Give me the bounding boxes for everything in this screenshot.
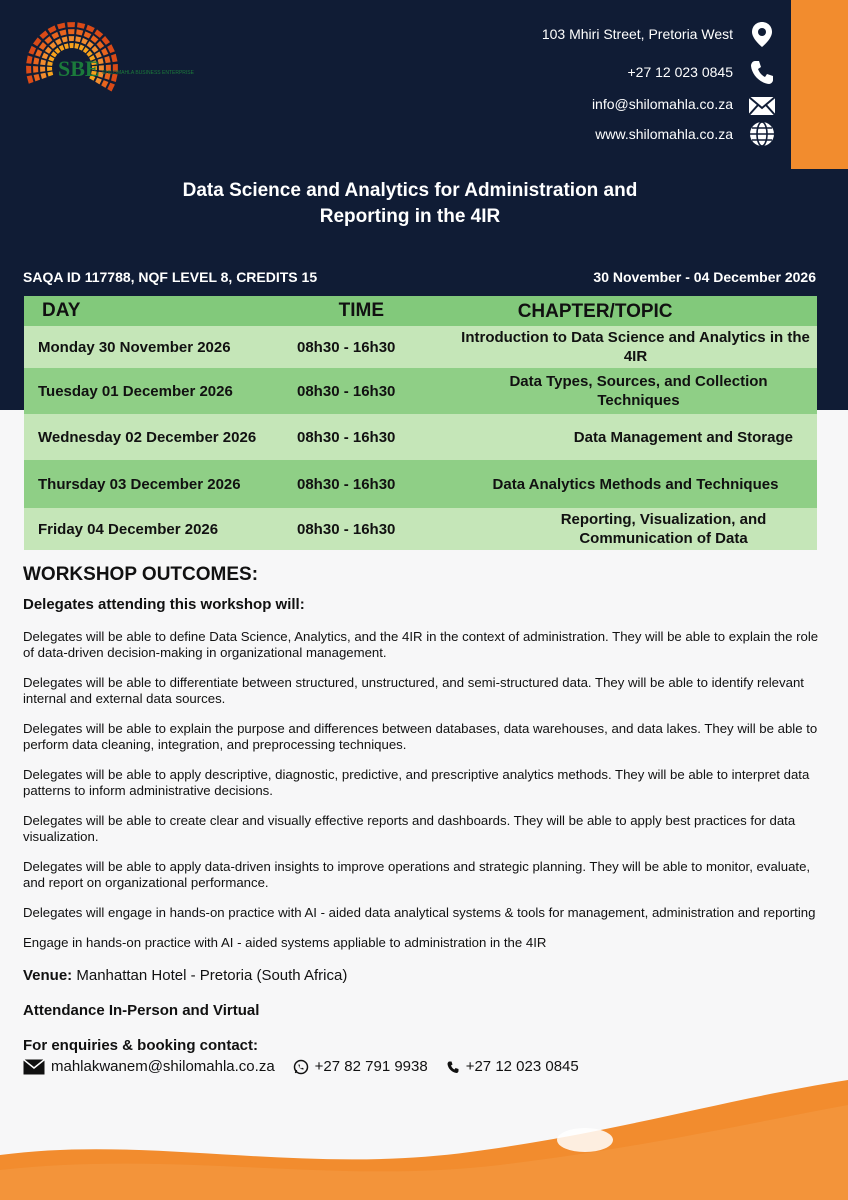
schedule-header (24, 296, 817, 326)
row-topic: Data Analytics Methods and Techniques (492, 475, 779, 493)
row-day: Thursday 03 December 2026 (38, 475, 241, 493)
course-dates: 30 November - 04 December 2026 (593, 269, 816, 285)
mail-icon (23, 1059, 45, 1075)
row-time: 08h30 - 16h30 (297, 475, 396, 493)
header-day: DAY (42, 300, 81, 321)
main-content (23, 560, 823, 1075)
outcome-item: Delegates will be able to apply data-driven insights to improve operations and strategic planning. They will be able to monitor, evaluate, and report on organizational performance. (23, 859, 811, 890)
enquiry-phone[interactable] (446, 1058, 579, 1075)
outcome-item: Delegates will be able to explain the purpose and differences between databases, data warehouses, and data lakes. They will be able to perform data cleaning, integration, and preprocessing techniques. (23, 721, 818, 752)
enquiries-contacts (23, 1058, 823, 1075)
row-time: 08h30 - 16h30 (297, 338, 396, 356)
outcome-item: Delegates will be able to define Data Science, Analytics, and the 4IR in the context of administration. They will be able to explain the role of data-driven decision-making in organizational management. (23, 629, 819, 660)
logo-text: SBE (58, 56, 100, 81)
outcome-item: Delegates will be able to differentiate between structured, unstructured, and semi-structured data. They will be able to identify relevant internal and external data sources. (23, 675, 804, 706)
schedule-row (24, 414, 817, 460)
row-day: Tuesday 01 December 2026 (38, 382, 233, 400)
row-topic: Data Management and Storage (573, 428, 793, 446)
phone-icon (446, 1060, 460, 1074)
row-topic: Introduction to Data Science and Analytics in the 4IR (461, 329, 810, 365)
course-title (100, 178, 720, 230)
contact-list (0, 20, 848, 160)
location-pin-icon (748, 20, 776, 48)
phone-icon (748, 58, 776, 86)
outcomes-subtitle: Delegates attending this workshop will: (23, 596, 305, 613)
saqa-info: SAQA ID 117788, NQF LEVEL 8, CREDITS 15 (23, 269, 318, 285)
outcomes-list (23, 629, 823, 951)
outcome-item: Delegates will engage in hands-on practice with AI - aided data analytical systems & tools for management, administration and reporting (23, 905, 816, 920)
outcomes-title: WORKSHOP OUTCOMES: (23, 564, 259, 585)
row-time: 08h30 - 16h30 (297, 520, 396, 538)
course-title-line2: Reporting in the 4IR (319, 206, 501, 227)
row-time: 08h30 - 16h30 (297, 382, 396, 400)
enquiry-email[interactable] (23, 1058, 275, 1075)
header-topic: CHAPTER/TOPIC (517, 300, 673, 322)
enquiries-label: For enquiries & booking contact: (23, 1037, 259, 1054)
logo-subtext: SHILOMAHLA BUSINESS ENTERPRISE (102, 70, 194, 76)
outcome-item: Delegates will be able to apply descriptive, diagnostic, predictive, and prescriptive analytics methods. They will be able to interpret data patterns to inform administrative decisions. (23, 767, 810, 798)
row-topic: Reporting, Visualization, and Communication of Data (560, 511, 767, 547)
outcome-item: Engage in hands-on practice with AI - aided systems appliable to administration in the 4IR (23, 935, 547, 950)
attendance-mode: Attendance In-Person and Virtual (23, 1002, 260, 1019)
footer-wave (0, 1080, 848, 1200)
enquiry-email-text[interactable]: mahlakwanem@shilomahla.co.za (51, 1058, 275, 1075)
venue-label: Venue: (23, 967, 73, 984)
outcome-item: Delegates will be able to create clear and visually effective reports and dashboards. They will be able to apply best practices for data visualization. (23, 813, 796, 844)
row-day: Friday 04 December 2026 (38, 520, 219, 538)
enquiry-whatsapp[interactable] (293, 1058, 428, 1075)
schedule-row (24, 508, 817, 550)
website-text[interactable]: www.shilomahla.co.za (595, 126, 733, 142)
venue (23, 967, 823, 984)
globe-icon (748, 120, 776, 148)
schedule-table (24, 296, 817, 550)
whatsapp-icon (293, 1059, 309, 1075)
course-title-line1: Data Science and Analytics for Administration and (182, 180, 638, 201)
header-time: TIME (338, 300, 384, 321)
schedule-row (24, 460, 817, 508)
mail-icon (748, 92, 776, 120)
enquiry-phone-text[interactable]: +27 12 023 0845 (465, 1058, 579, 1075)
schedule-row (24, 326, 817, 368)
row-day: Monday 30 November 2026 (38, 338, 231, 356)
row-day: Wednesday 02 December 2026 (38, 428, 257, 446)
venue-value: Manhattan Hotel - Pretoria (South Africa) (76, 967, 348, 984)
enquiry-whatsapp-text[interactable]: +27 82 791 9938 (314, 1058, 428, 1075)
address-text: 103 Mhiri Street, Pretoria West (541, 26, 733, 42)
schedule-row (24, 368, 817, 414)
email-text[interactable]: info@shilomahla.co.za (591, 96, 733, 112)
row-time: 08h30 - 16h30 (297, 428, 396, 446)
row-topic: Data Types, Sources, and Collection Techniques (509, 373, 768, 409)
phone-text[interactable]: +27 12 023 0845 (627, 64, 733, 80)
